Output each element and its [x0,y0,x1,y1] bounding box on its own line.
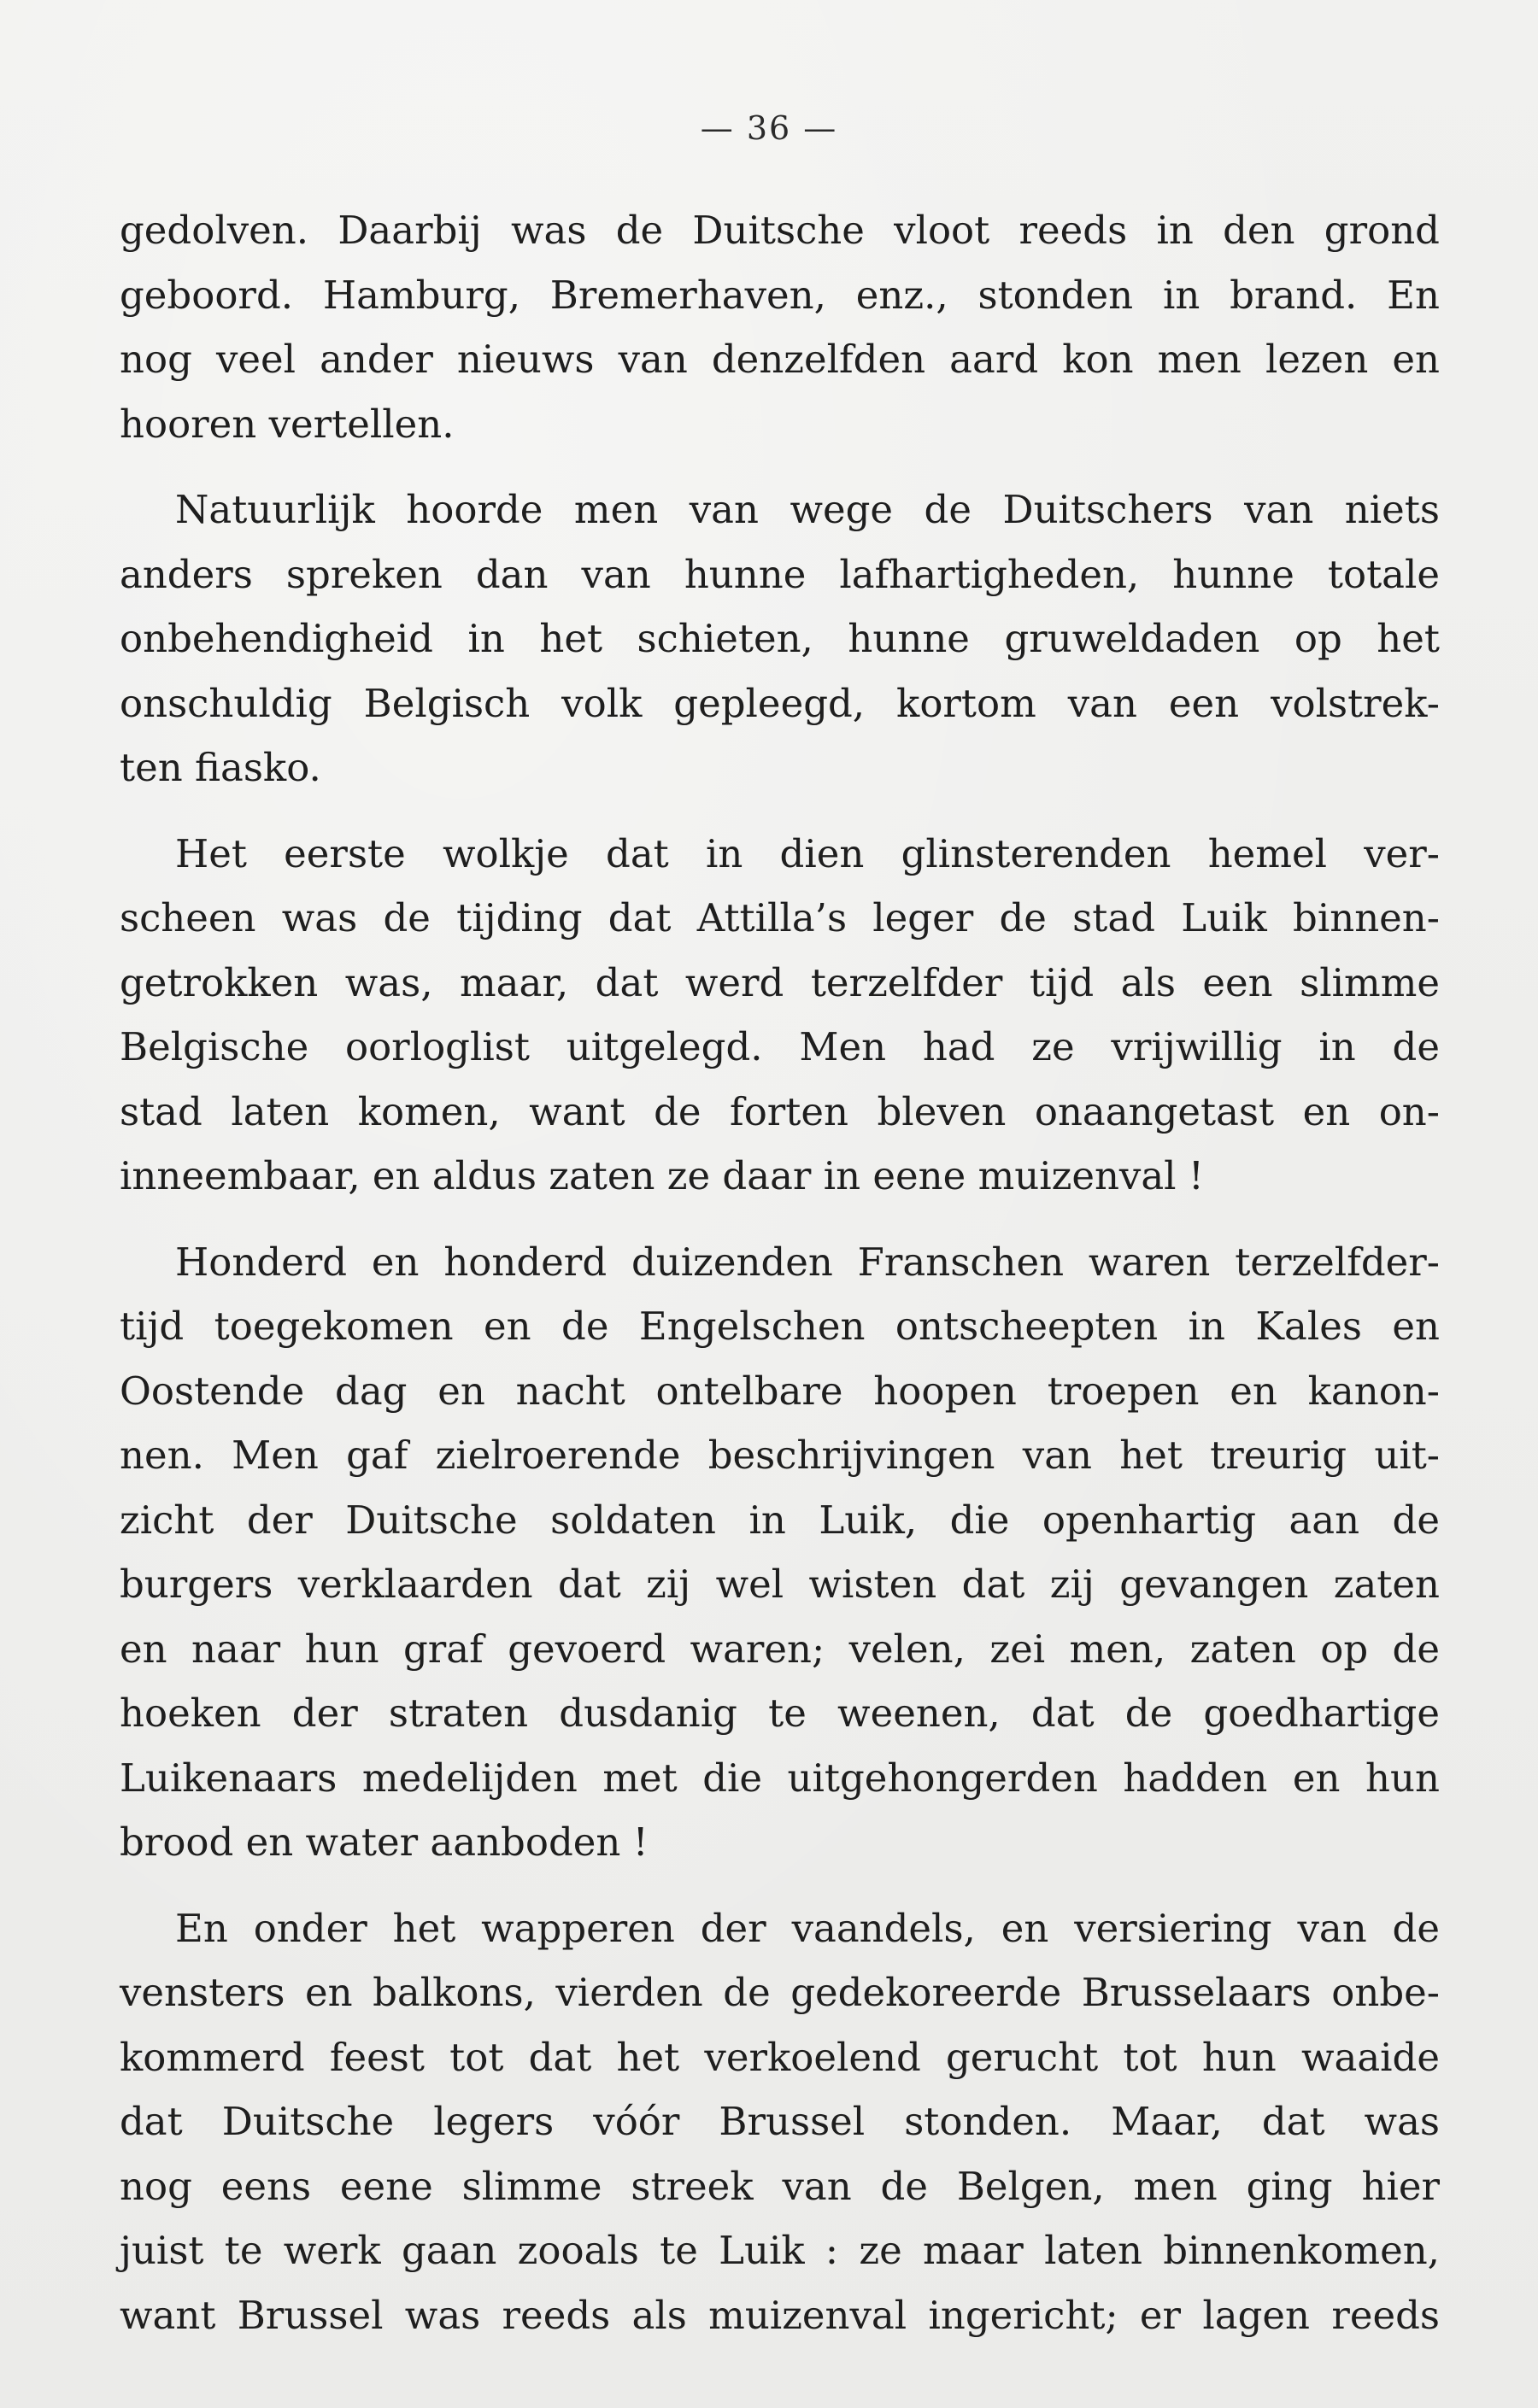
text-line: hoeken der straten dusdanig te weenen, dat de goedhartige [120,1690,1440,1736]
text-line: hooren vertellen. [120,401,455,447]
text-line: En onder het wapperen der vaandels, en versiering van de [175,1905,1440,1951]
page-number: — 36 — [700,109,838,147]
text-line: juist te werk gaan zooals te Luik : ze maar laten binnenkomen, [120,2228,1440,2273]
text-line: tijd toegekomen en de Engelschen ontscheepten in Kales en [120,1304,1440,1349]
text-line: nog veel ander nieuws van denzelfden aard kon men lezen en [120,337,1440,382]
text-line: stad laten komen, want de forten bleven onaangetast en on- [120,1088,1440,1134]
text-line: want Brussel was reeds als muizenval ingericht; er lagen reeds [120,2292,1440,2338]
text-line: onbehendigheid in het schieten, hunne gruweldaden op het [120,616,1440,661]
paragraph-2 [120,477,1440,800]
paragraph-5 [120,1896,1440,2348]
text-line: gedolven. Daarbij was de Duitsche vloot reeds in den grond [120,208,1440,253]
text-line: zicht der Duitsche soldaten in Luik, die openhartig aan de [120,1497,1440,1543]
text-line: getrokken was, maar, dat werd terzelfder tijd als een slimme [120,959,1440,1005]
text-line: Oostende dag en nacht ontelbare hoopen troepen en kanon- [120,1368,1440,1414]
paragraph-4 [120,1230,1440,1875]
text-line: Het eerste wolkje dat in dien glinsterenden hemel ver- [175,830,1440,876]
text-line: ten fiasko. [120,745,321,790]
text-line: en naar hun graf gevoerd waren; velen, zei men, zaten op de [120,1626,1440,1672]
text-line: nen. Men gaf zielroerende beschrijvingen van het treurig uit- [120,1432,1440,1478]
text-line: dat Duitsche legers vóór Brussel stonden. Maar, dat was [120,2099,1440,2144]
text-line: anders spreken dan van hunne lafhartigheden, hunne totale [120,551,1440,597]
paragraph-3 [120,822,1440,1209]
text-line: brood en water aanboden ! [120,1819,649,1865]
text-line: kommerd feest tot dat het verkoelend gerucht tot hun waaide [120,2034,1440,2080]
text-line: nog eens eene slimme streek van de Belgen, men ging hier [120,2163,1440,2209]
text-line: inneembaar, en aldus zaten ze daar in eene muizenval ! [120,1153,1204,1198]
text-line: scheen was de tijding dat Attilla’s leger de stad Luik binnen- [120,895,1440,940]
text-line: Honderd en honderd duizenden Franschen waren terzelfder- [175,1239,1440,1285]
text-line: vensters en balkons, vierden de gedekoreerde Brusselaars onbe- [120,1970,1440,2015]
text-line: Natuurlijk hoorde men van wege de Duitschers van niets [175,487,1440,532]
text-line: burgers verklaarden dat zij wel wisten dat zij gevangen zaten [120,1561,1440,1607]
text-line: geboord. Hamburg, Bremerhaven, enz., stonden in brand. En [120,272,1440,318]
text-line: Luikenaars medelijden met die uitgehongerden hadden en hun [120,1755,1440,1801]
text-line: onschuldig Belgisch volk gepleegd, kortom van een volstrek- [120,680,1440,726]
paragraph-1 [120,198,1440,456]
body-text [120,198,1440,2369]
text-line: Belgische oorloglist uitgelegd. Men had ze vrijwillig in de [120,1024,1440,1069]
